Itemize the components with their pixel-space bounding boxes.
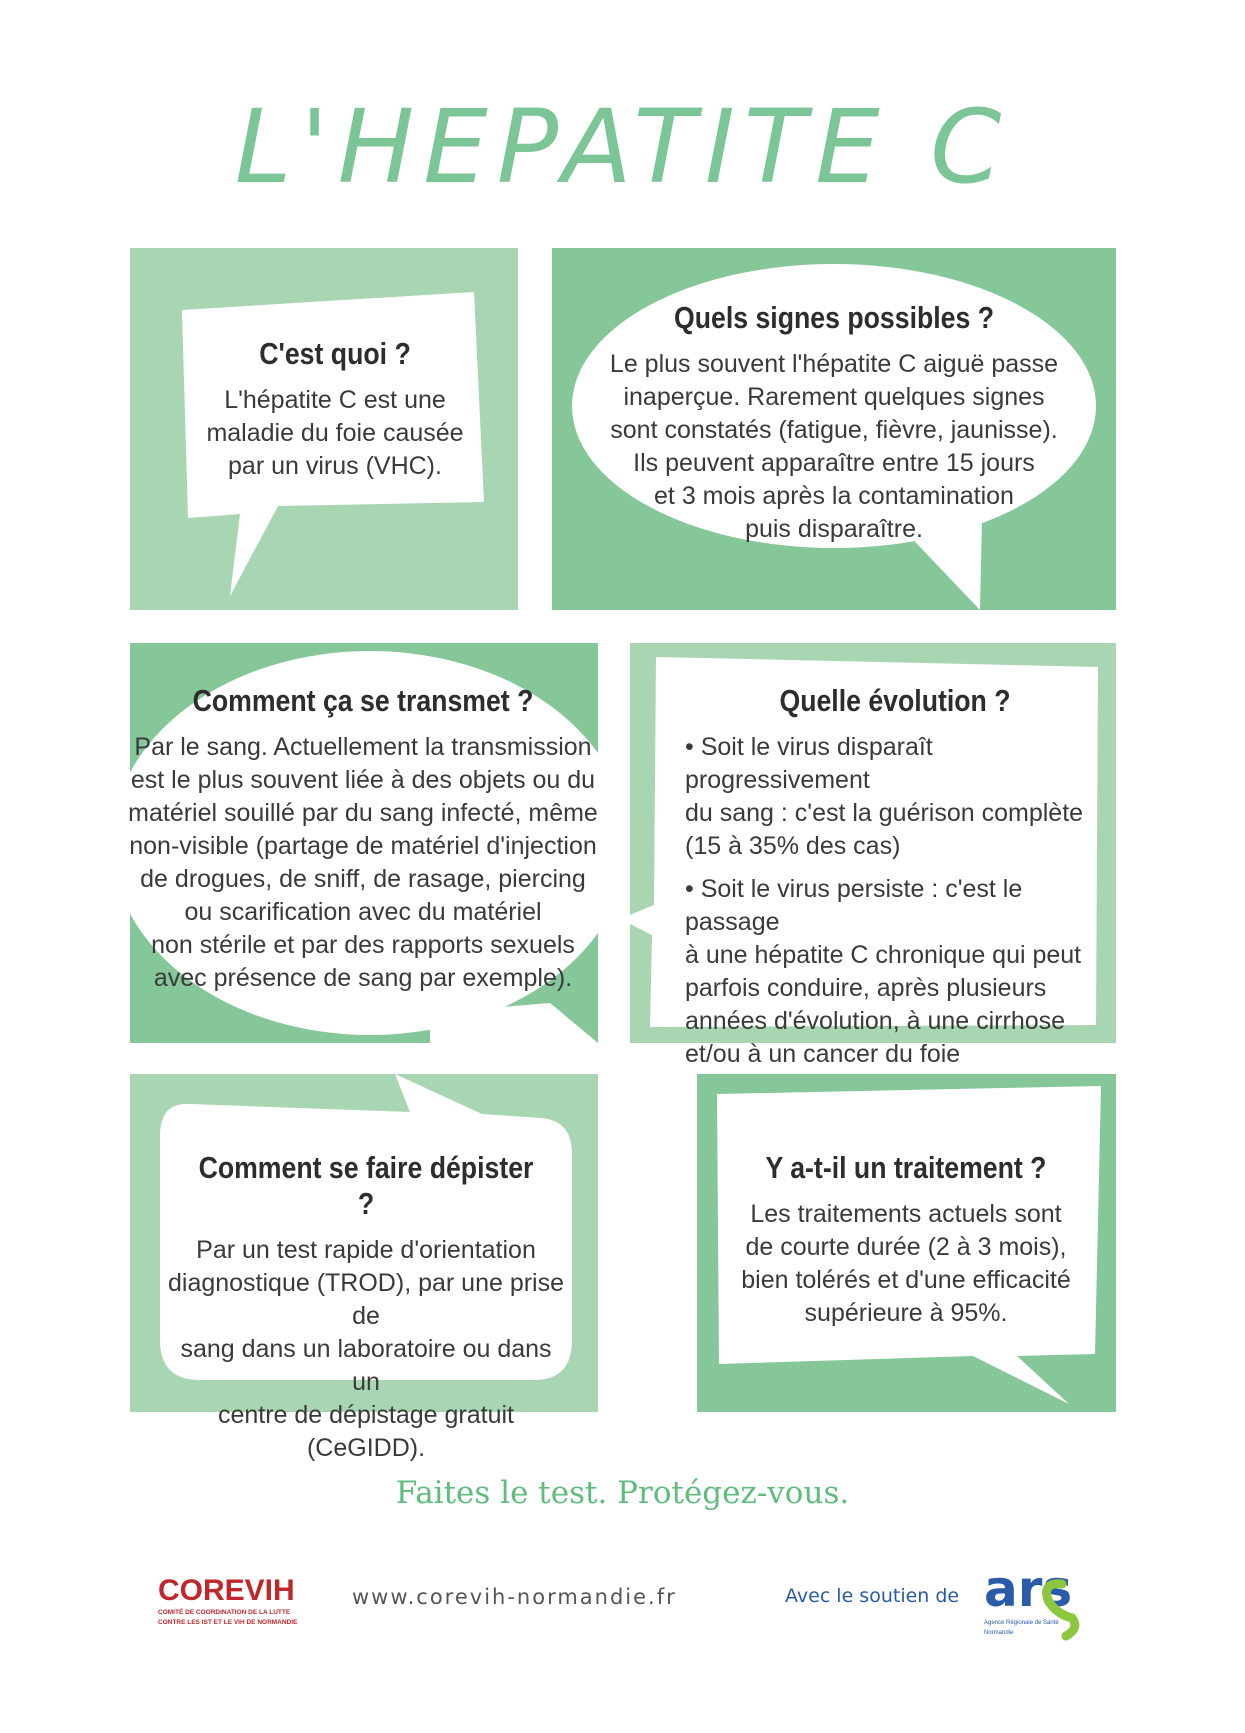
panel-bullet-2: • Soit le virus persiste : c'est le passage à une hépatite C chronique qui peut parfois conduire, après plusieurs années d'évolution, à une cirrhose et/ou à un cancer du foie: [685, 875, 1082, 1068]
panel-evolution: [630, 643, 1116, 1068]
panel-text: [128, 683, 598, 995]
website-link[interactable]: www.corevih-normandie.fr: [352, 1585, 677, 1609]
panel-body: Par un test rapide d'orientation diagnostique (TROD), par une prise de sang dans un laboratoire ou dans un centre de dépistage gratuit (CeGIDD).: [167, 1236, 565, 1462]
support-text: Avec le soutien de: [785, 1585, 960, 1607]
panel-body: L'hépatite C est une maladie du foie causée par un virus (VHC).: [206, 386, 464, 480]
page-title: L'HEPATITE C: [234, 88, 1011, 207]
panel-signes: [552, 248, 1116, 610]
panel-body: Le plus souvent l'hépatite C aiguë passe inaperçue. Rarement quelques signes sont constatés (fatigue, fièvre, jaunisse). Ils peuvent apparaître entre 15 jours et 3 mois après la contamination puis disparaître.: [609, 350, 1059, 543]
panel-body: Par le sang. Actuellement la transmission est le plus souvent liée à des objets ou du matériel souillé par du sang infecté, même non-visible (partage de matériel d'injection de drogues, de sniff, de rasage, piercing ou scarification avec du matériel non stérile et par des rapports sexuels avec présence de sang par exemple).: [128, 733, 598, 992]
panel-heading: Comment se faire dépister ?: [198, 1150, 534, 1221]
panel-text: [721, 1150, 1091, 1330]
ars-logo-text: ars: [984, 1560, 1073, 1618]
corevih-logo: [156, 1568, 331, 1628]
panel-text: [190, 336, 480, 483]
ars-logo-subtitle-1: Agence Régionale de Santé: [984, 1620, 1059, 1626]
panel-heading: Y a-t-il un traitement ?: [765, 1150, 1047, 1185]
panel-body: Les traitements actuels sont de courte durée (2 à 3 mois), bien tolérés et d'une efficacité supérieure à 95%.: [741, 1200, 1071, 1327]
panel-bullet-1: • Soit le virus disparaît progressivement du sang : c'est la guérison complète (15 à 35% des cas): [685, 733, 1084, 860]
corevih-logo-text: COREVIH: [158, 1574, 295, 1607]
panel-heading: Quels signes possibles ?: [673, 300, 995, 335]
panel-text: [685, 683, 1105, 1071]
panel-heading: C'est quoi ?: [259, 336, 411, 371]
panel-heading: Comment ça se transmet ?: [192, 683, 534, 718]
panel-text: [582, 300, 1086, 546]
ars-logo-subtitle-2: Normandie: [984, 1630, 1014, 1636]
corevih-logo-subtitle-2: CONTRE LES IST ET LE VIH DE NORMANDIE: [158, 1619, 298, 1626]
panel-transmission: [130, 643, 598, 1043]
ars-logo: [980, 1556, 1090, 1646]
panel-traitement: [697, 1074, 1116, 1412]
tagline: Faites le test. Protégez-vous.: [395, 1475, 850, 1511]
panel-text: [164, 1150, 568, 1465]
corevih-logo-subtitle-1: COMITÉ DE COORDINATION DE LA LUTTE: [158, 1609, 291, 1616]
panel-heading: Quelle évolution ?: [779, 683, 1011, 718]
panel-cest-quoi: [130, 248, 518, 610]
panel-depistage: [130, 1074, 598, 1462]
